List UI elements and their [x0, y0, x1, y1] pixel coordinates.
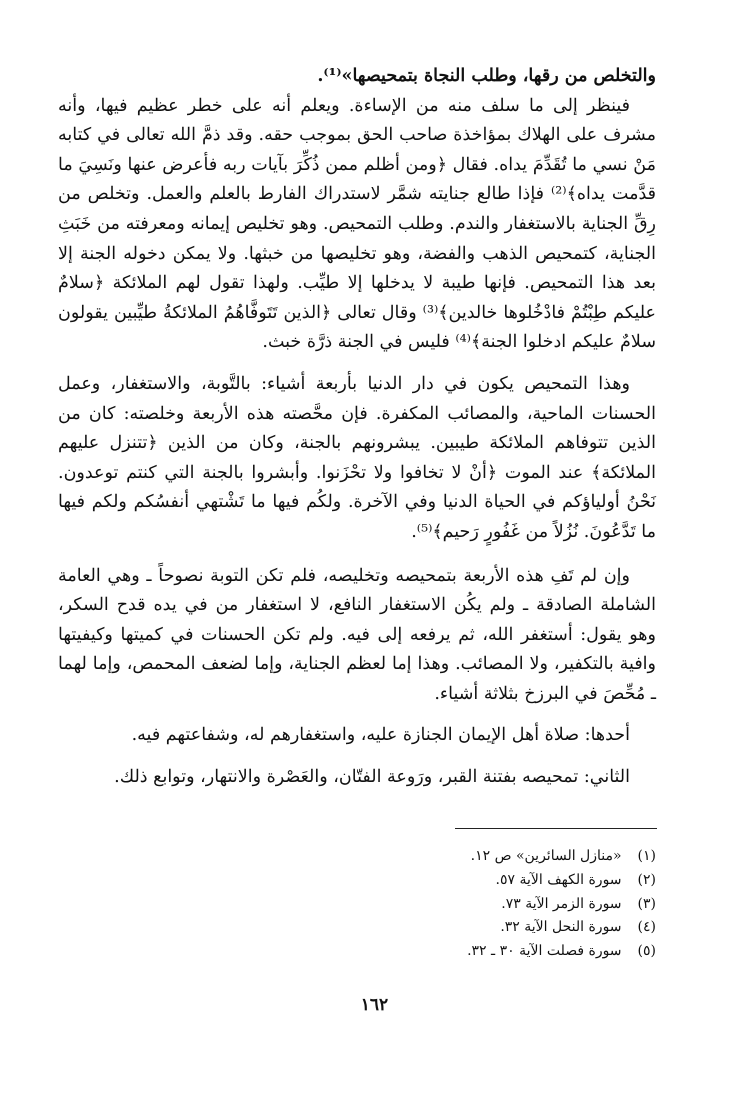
- paragraph-second-item: الثاني: تمحيصه بفتنة القبر، ورَوعة الفتّان، والعَصْرة والانتهار، وتوابع ذلك.: [114, 767, 630, 788]
- footnote-number: (١): [637, 848, 656, 864]
- footnote-item: [256, 940, 656, 964]
- footnote-number: (٣): [637, 895, 656, 912]
- footnote-item: [256, 845, 656, 869]
- footnote-text: سورة النحل الآية ٣٢.: [500, 919, 622, 936]
- footnote-divider: [455, 828, 657, 829]
- page-number: ١٦٢: [360, 995, 389, 1015]
- footnote-number: (٢): [637, 871, 656, 888]
- footnotes-list: [256, 845, 656, 964]
- paragraph-first-item: أحدها: صلاة أهل الإيمان الجنازة عليه، واستغفارهم له، وشفاعتهم فيه.: [131, 725, 630, 746]
- footnote-item: [256, 916, 656, 940]
- paragraph-barzakh: وإن لم تَفِ هذه الأربعة بتمحيصه وتخليصه، فلم تكن التوبة نصوحاً ـ وهي العامة الشاملة الصادقة ـ ولم يكُن الاستغفار النافع، لا استغفار من في يده قدح السكر، وهو يقول: أستغفر الله، ثم يرفعه إلى فيه. ولم تكن الحسنات في كميتها وكيفيتها وافية بالتكفير، ولا المصائب. وهذا إما لعظم الجناية، وإما لضعف المحمص، وإما لهما ـ مُحِّصَ في البرزخ بثلاثة أشياء.: [58, 565, 656, 704]
- paragraph-opening-quote: والتخلص من رقها، وطلب النجاة بتمحيصها»⁽¹⁾.: [317, 66, 656, 86]
- footnote-text: سورة الكهف الآية ٥٧.: [495, 871, 622, 888]
- footnote-item: [256, 893, 656, 917]
- footnote-number: (٥): [637, 943, 656, 960]
- paragraph-four-things: وهذا التمحيص يكون في دار الدنيا بأربعة أشياء: بالتَّوبة، والاستغفار، وعمل الحسنات الماحية، والمصائب المكفرة. فإن محَّصته هذه الأربعة وخلصته: كان من الذين تتوفاهم الملائكة طيبين. يبشرونهم بالجنة، وكان من الذين ﴿تتنزل عليهم الملائكة﴾ عند الموت ﴿أنْ لا تخافوا ولا تحْزَنوا. وأبشروا بالجنة التي كنتم توعدون. نَحْنُ أولياؤكم في الحياة الدنيا وفي الآخرة. ولكُم فيها ما تَشْتهي أنفسُكم ولكم فيها ما تَدَّعُونَ. نُزُلاً من غَفُورٍ رَحيم﴾⁽⁵⁾.: [58, 373, 656, 542]
- footnote-item: [256, 869, 656, 893]
- page-body: [58, 62, 656, 793]
- footnote-text: «منازل السائرين» ص ١٢.: [470, 848, 622, 864]
- footnote-number: (٤): [637, 919, 656, 936]
- footnote-text: سورة الزمر الآية ٧٣.: [501, 895, 622, 912]
- paragraph-tamhees-intro: فينظر إلى ما سلف منه من الإساءة. ويعلم أنه على خطر عظيم فيها، وأنه مشرف على الهلاك بمؤاخذة صاحب الحق بموجب حقه. وقد ذمَّ الله تعالى في كتابه مَنْ نسي ما تُقَدِّمَ يداه. فقال ﴿ومن أظلم ممن ذُكِّرَ بآيات ربه فأعرض عنها ونَسِيَ ما قدَّمت يداه﴾⁽²⁾ فإذا طالع جنايته شمَّر لاستدراك الفارط بالعلم والعمل. وتخلص من رِقِّ الجناية بالاستغفار والندم. وطلب التمحيص. وهو تخليص إيمانه ومعرفته من خَبَثِ الجناية، كتمحيص الذهب والفضة، وهو تخليصها من خبثها. ولا يمكن دخوله الجنة إلا بعد هذا التمحيص. فإنها طيبة لا يدخلها إلا طيِّب. ولهذا تقول لهم الملائكة ﴿سلامٌ عليكم طِبْتُمْ فادْخُلوها خالدين﴾⁽³⁾ وقال تعالى ﴿الذين تَتَوفَّاهُمُ الملائكةُ طيِّبين يقولون سلامٌ عليكم ادخلوا الجنة﴾⁽⁴⁾ فليس في الجنة ذرَّة خبث.: [58, 95, 656, 353]
- footnote-text: سورة فصلت الآية ٣٠ ـ ٣٢.: [467, 943, 622, 960]
